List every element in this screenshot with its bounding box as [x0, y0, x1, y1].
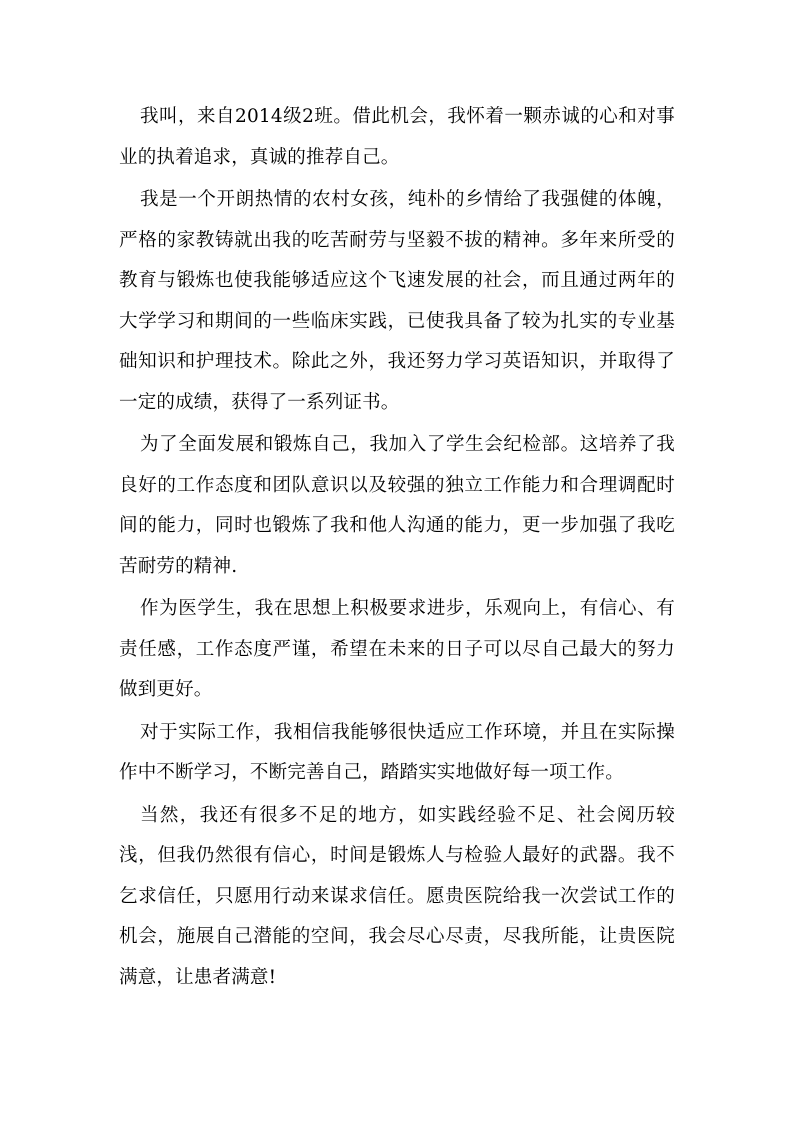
document-body — [119, 97, 675, 1000]
paragraph-student-union: 为了全面发展和锻炼自己，我加入了学生会纪检部。这培养了我良好的工作态度和团队意识以及较强的独立工作能力和合理调配时间的能力，同时也锻炼了我和他人沟通的能力，更一步加强了我吃苦耐劳的精神. — [119, 434, 675, 577]
paragraph-background: 我是一个开朗热情的农村女孩，纯朴的乡情给了我强健的体魄，严格的家教铸就出我的吃苦耐劳与坚毅不拔的精神。多年来所受的教育与锻炼也使我能够适应这个飞速发展的社会，而且通过两年的大学学习和期间的一些临床实践，已使我具备了较为扎实的专业基础知识和护理技术。除此之外，我还努力学习英语知识，并取得了一定的成绩，获得了一系列证书。 — [119, 189, 675, 413]
paragraph-intro: 我叫，来自2014级2班。借此机会，我怀着一颗赤诚的心和对事业的执着追求，真诚的推荐自己。 — [119, 106, 675, 168]
paragraph-medical-student: 作为医学生，我在思想上积极要求进步，乐观向上，有信心、有责任感，工作态度严谨，希望在未来的日子可以尽自己最大的努力做到更好。 — [119, 598, 675, 700]
paragraph-closing: 当然，我还有很多不足的地方，如实践经验不足、社会阅历较浅，但我仍然很有信心，时间是锻炼人与检验人最好的武器。我不乞求信任，只愿用行动来谋求信任。愿贵医院给我一次尝试工作的机会，施展自己潜能的空间，我会尽心尽责，尽我所能，让贵医院满意，让患者满意! — [119, 804, 675, 988]
paragraph-practical-work: 对于实际工作，我相信我能够很快适应工作环境，并且在实际操作中不断学习，不断完善自己，踏踏实实地做好每一项工作。 — [119, 721, 675, 783]
